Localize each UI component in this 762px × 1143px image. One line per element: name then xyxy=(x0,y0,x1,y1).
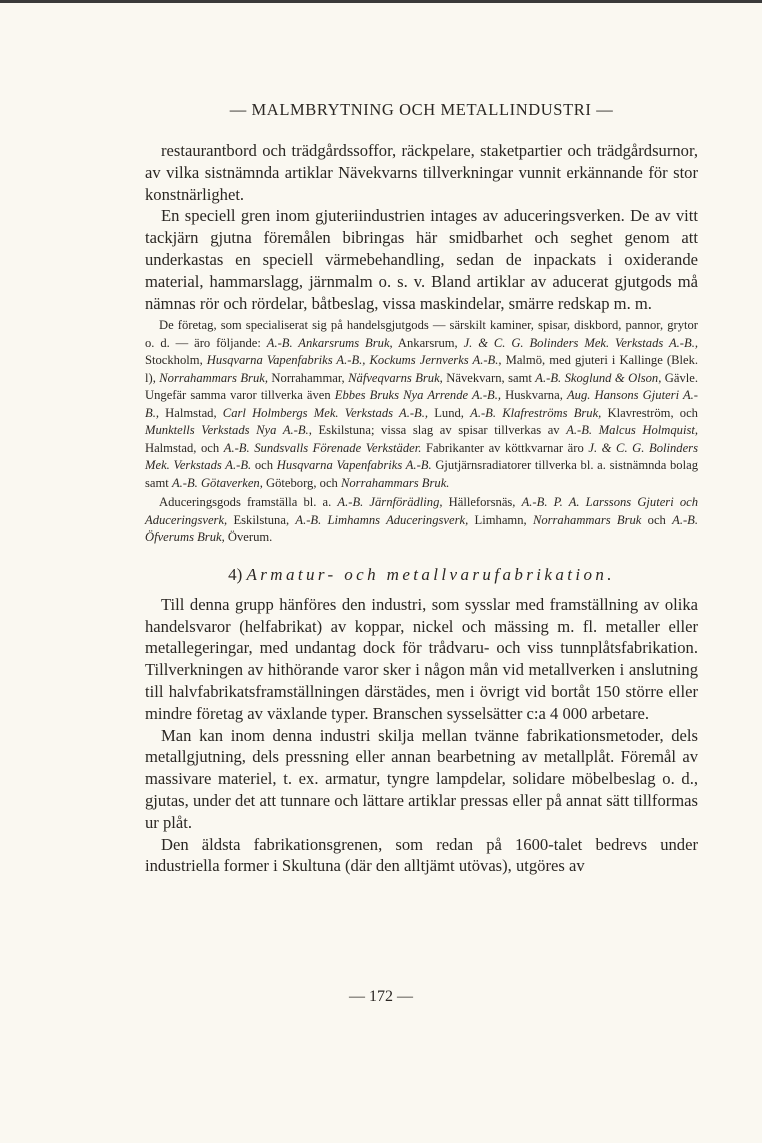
company-name: Husqvarna Vapenfabriks A.-B. xyxy=(276,458,432,473)
company-name: A.-B. Skoglund & Olson, xyxy=(535,370,662,385)
company-name: A.-B. Sundsvalls Förenade Verkstäder. xyxy=(223,440,422,455)
note-text: Överum. xyxy=(224,530,273,545)
note-text: Eskilstuna, xyxy=(227,512,296,527)
note-text: Gävle. Ungefär samma varor tillverka även xyxy=(145,370,698,403)
company-name: A.-B. Järnförädling, xyxy=(337,495,443,510)
section-number: 4) xyxy=(228,564,243,584)
company-name: Munktells Verkstads Nya A.-B., xyxy=(145,423,312,438)
company-name: Carl Holmbergs Mek. Verkstads A.-B., xyxy=(222,405,429,420)
note-text: Norrahammar, xyxy=(268,370,349,385)
note-text: Hälleforsnäs, xyxy=(442,495,522,510)
paragraph-2: En speciell gren inom gjuteriindustrien intages av aduceringsverken. De av vitt tackjärn gjutna föremålen bibringas här smidbarhet och seghet genom att underkastas en speciell värmebehandling, sedan de inpackats i oxiderande material, hammarslagg, järnmalm o. s. v. Bland artiklar av aducerat gjutgods må nämnas rör och rördelar, båtbeslag, vissa maskindelar, smärre redskap m. m. xyxy=(145,206,698,313)
company-name: A.-B. Limhamns Aduceringsverk, xyxy=(295,512,469,527)
paragraph-1: restaurantbord och trädgårdssoffor, räckpelare, staketpartier och trädgårdsurnor, av vilka sistnämnda artiklar Nävekvarns tillverkningar vunnit erkännande för stor konstnärlighet. xyxy=(145,141,698,204)
section-title: Armatur- och metallvarufabrikation. xyxy=(246,564,615,584)
section-heading xyxy=(145,565,698,585)
note-text: Halmstad, och xyxy=(145,440,224,455)
note-text: och xyxy=(251,458,277,473)
note-text: Gjutjärnsradiatorer tillverka bl. a. sistnämnda bolag samt xyxy=(145,458,698,490)
paragraph-3: Till denna grupp hänföres den industri, som sysslar med framställning av olika handelsvaror (helfabrikat) av koppar, nickel och mässing m. fl. metaller eller metallegeringar, med undantag dock för trådvaru- och viss tunnplåtsfabrikation. Tillverkningen av hithörande varor sker i någon mån vid metallverken i anslutning till halvfabrikatsframställningen därstädes, men i övrigt vid bortåt 150 större eller mindre företag av växlande typer. Branschen sysselsätter c:a 4 000 arbetare. xyxy=(145,594,698,723)
note-text: Klavreström, och xyxy=(601,405,698,420)
company-name: A.-B. Ankarsrums Bruk, xyxy=(266,335,393,350)
note-text: Nävekvarn, samt xyxy=(442,370,536,385)
company-name: Aug. Hansons Gjuteri A.-B., xyxy=(145,388,698,420)
note-text: Aduceringsgods framställa bl. a. xyxy=(159,495,338,510)
note-text: Eskilstuna; vissa slag av spisar tillverkas av xyxy=(311,423,567,438)
company-name: A.-B. Malcus Holmquist, xyxy=(566,423,698,438)
note-paragraph-2 xyxy=(145,494,698,547)
page-content xyxy=(145,100,698,877)
page-top-border xyxy=(0,0,762,3)
company-name: J. & C. G. Bolinders Mek. Verkstads A.-B., xyxy=(463,335,698,350)
note-text: De företag, som specialiserat sig på handelsgjutgods — särskilt kaminer, spisar, diskbord, pannor, grytor o. d. — äro följande: xyxy=(145,318,698,350)
note-text: Stockholm, xyxy=(145,353,207,368)
note-text: Malmö, med gjuteri i Kallinge (Blek. l), xyxy=(145,353,699,385)
company-name: Norrahammars Bruk. xyxy=(340,475,450,490)
note-text: Halmstad, xyxy=(159,405,223,420)
text-block-bottom xyxy=(145,594,698,877)
company-name: Norrahammars Bruk xyxy=(532,512,642,527)
note-text: Limhamn, xyxy=(468,512,533,527)
company-name: A.-B. Götaverken, xyxy=(171,475,263,490)
page-number: — 172 — xyxy=(349,988,413,1005)
note-text: Göteborg, och xyxy=(262,475,341,490)
company-name: A.-B. P. A. Larssons Gjuteri och Aduceringsverk, xyxy=(145,495,699,527)
running-head: — MALMBRYTNING OCH METALLINDUSTRI — xyxy=(229,100,614,119)
text-block-top xyxy=(145,140,698,314)
note-text: Fabrikanter av köttkvarnar äro xyxy=(421,440,589,455)
paragraph-4: Man kan inom denna industri skilja mellan tvänne fabrikationsmetoder, dels metallgjutning, dels pressning eller annan bearbetning av metallplåt. Föremål av massivare materiel, t. ex. armatur, tyngre lampdelar, solidare möbelbeslag o. d., gjutas, under det att tunnare och lättare artiklar pressas eller på annat sätt tillformas ur plåt. xyxy=(145,725,698,832)
company-name: A.-B. Öfverums Bruk, xyxy=(145,512,699,545)
company-name: Näfveqvarns Bruk, xyxy=(348,370,443,385)
note-text: Huskvarna, xyxy=(501,388,567,403)
company-name: A.-B. Klafreströms Bruk, xyxy=(470,405,602,420)
company-name: Ebbes Bruks Nya Arrende A.-B., xyxy=(334,388,502,403)
note-text: och xyxy=(641,512,673,527)
note-text: Lund, xyxy=(428,405,471,420)
note-paragraph-1 xyxy=(145,317,698,492)
company-name: Husqvarna Vapenfabriks A.-B., Kockums Jernverks A.-B., xyxy=(206,353,502,368)
company-name: Norrahammars Bruk, xyxy=(159,370,268,385)
paragraph-5: Den äldsta fabrikationsgrenen, som redan på 1600-talet bedrevs under industriella former i Skultuna (där den alltjämt utövas), utgöres av xyxy=(145,834,698,876)
company-name: J. & C. G. Bolinders Mek. Verkstads A.-B. xyxy=(145,440,698,473)
note-text: Ankarsrum, xyxy=(392,335,464,350)
company-notes xyxy=(145,317,698,547)
